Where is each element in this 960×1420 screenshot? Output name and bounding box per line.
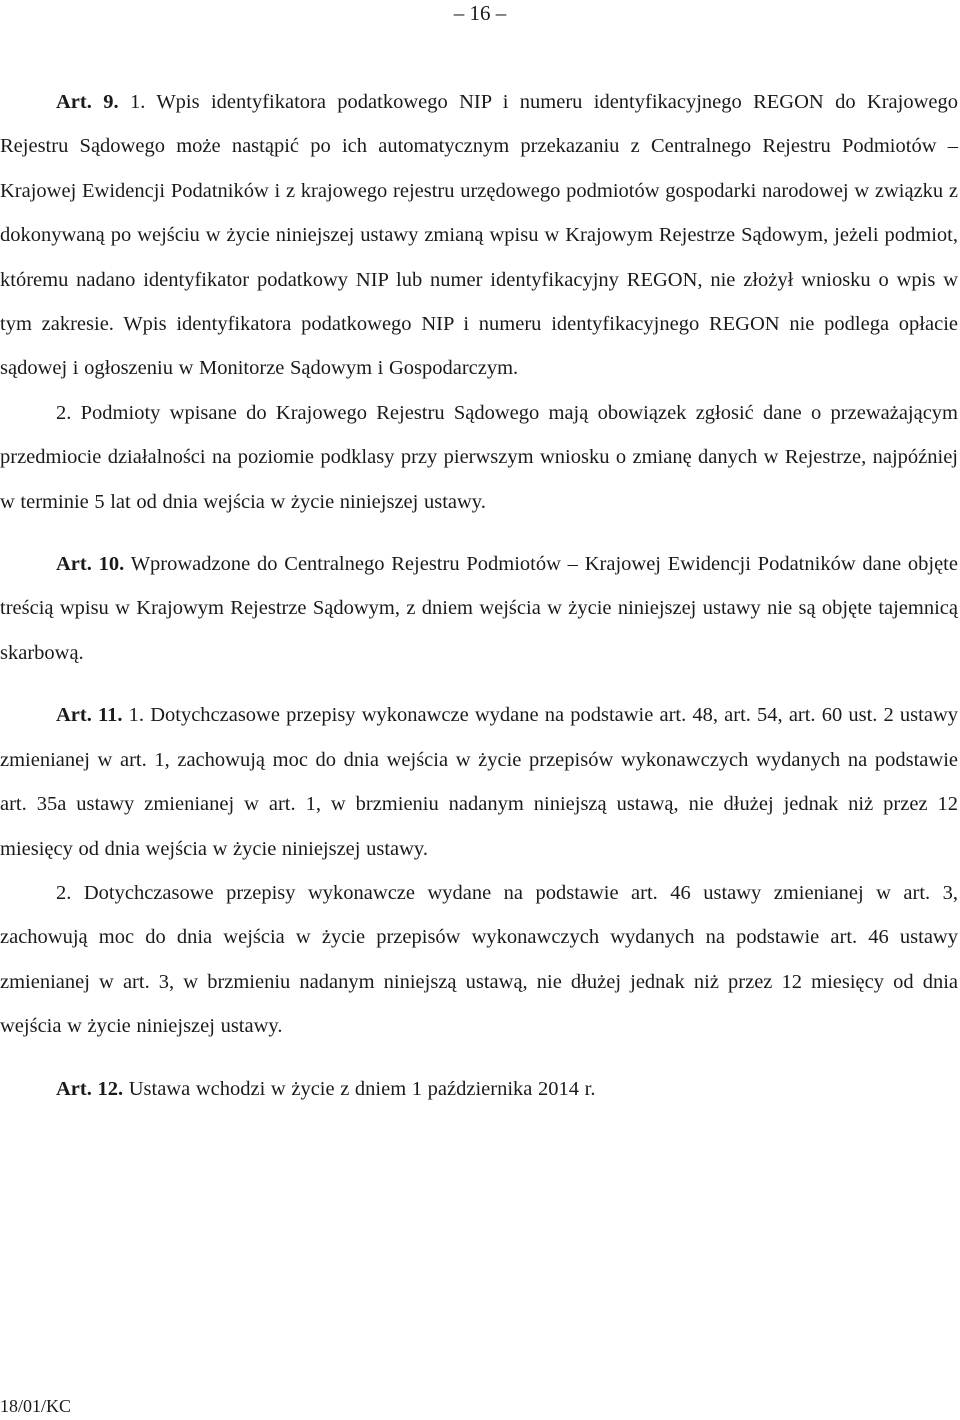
paragraph-number: 2. [56, 881, 72, 904]
article-9-paragraph-2 [0, 391, 958, 524]
article-heading: Art. 11. [56, 704, 123, 727]
document-code: 18/01/KC [0, 1396, 72, 1416]
article-12 [0, 1067, 958, 1111]
paragraph-number: 2. [56, 401, 72, 424]
paragraph-text: Ustawa wchodzi w życie z dniem 1 października 2014 r. [128, 1077, 596, 1100]
article-9-paragraph-1 [0, 80, 958, 391]
paragraph-text: Podmioty wpisane do Krajowego Rejestru Sądowego mają obowiązek zgłosić dane o przeważającym przedmiocie działalności na poziomie podklasy przy pierwszym wniosku o zmianę danych w Rejestrze, najpóźniej w terminie 5 lat od dnia wejścia w życie niniejszej ustawy. [0, 401, 959, 513]
paragraph-text: Dotychczasowe przepisy wykonawcze wydane na podstawie art. 46 ustawy zmienianej w art. 3, zachowują moc do dnia wejścia w życie przepisów wykonawczych wydanych na podstawie art. 46 ustawy zmienianej w art. 3, w brzmieniu nadanym niniejszą ustawą, nie dłużej jednak niż przez 12 miesięcy od dnia wejścia w życie niniejszej ustawy. [0, 881, 958, 1038]
paragraph-text: Dotychczasowe przepisy wykonawcze wydane na podstawie art. 48, art. 54, art. 60 ust. 2 ustawy zmienianej w art. 1, zachowują moc do dnia wejścia w życie przepisów wykonawczych wydanych na podstawie art. 35a ustawy zmienianej w art. 1, w brzmieniu nadanym niniejszą ustawą, nie dłużej jednak niż przez 12 miesięcy od dnia wejścia w życie niniejszej ustawy. [0, 704, 959, 860]
paragraph-text: Wprowadzone do Centralnego Rejestru Podmiotów – Krajowej Ewidencji Podatników dane objęte treścią wpisu w Krajowym Rejestrze Sądowym, z dniem wejścia w życie niniejszej ustawy nie są objęte tajemnicą skarbową. [0, 553, 958, 664]
paragraph-text: Wpis identyfikatora podatkowego NIP i numeru identyfikacyjnego REGON do Krajowego Rejestru Sądowego może nastąpić po ich automatycznym przekazaniu z Centralnego Rejestru Podmiotów – Krajowej Ewidencji Podatników i z krajowego rejestru urzędowego podmiotów gospodarki narodowej w związku z dokonywaną po wejściu w życie niniejszej ustawy zmianą wpisu w Krajowym Rejestrze Sądowym, jeżeli podmiot, któremu nadano identyfikator podatkowy NIP lub numer identyfikacyjny REGON, nie złożył wniosku o wpis w tym zakresie. Wpis identyfikatora podatkowego NIP i numeru identyfikacyjnego REGON nie podlega opłacie sądowej i ogłoszeniu w Monitorze Sądowym i Gospodarczym. [0, 91, 959, 380]
article-heading: Art. 9. [56, 91, 119, 113]
paragraph-number: 1. [129, 91, 146, 113]
article-heading: Art. 12. [56, 1077, 124, 1100]
page-number: – 16 – [453, 1, 507, 25]
article-heading: Art. 10. [56, 553, 125, 576]
paragraph-number: 1. [128, 704, 145, 727]
document-body [0, 80, 958, 1111]
article-11-paragraph-1 [0, 693, 958, 871]
article-10 [0, 542, 958, 675]
article-11-paragraph-2 [0, 871, 958, 1049]
